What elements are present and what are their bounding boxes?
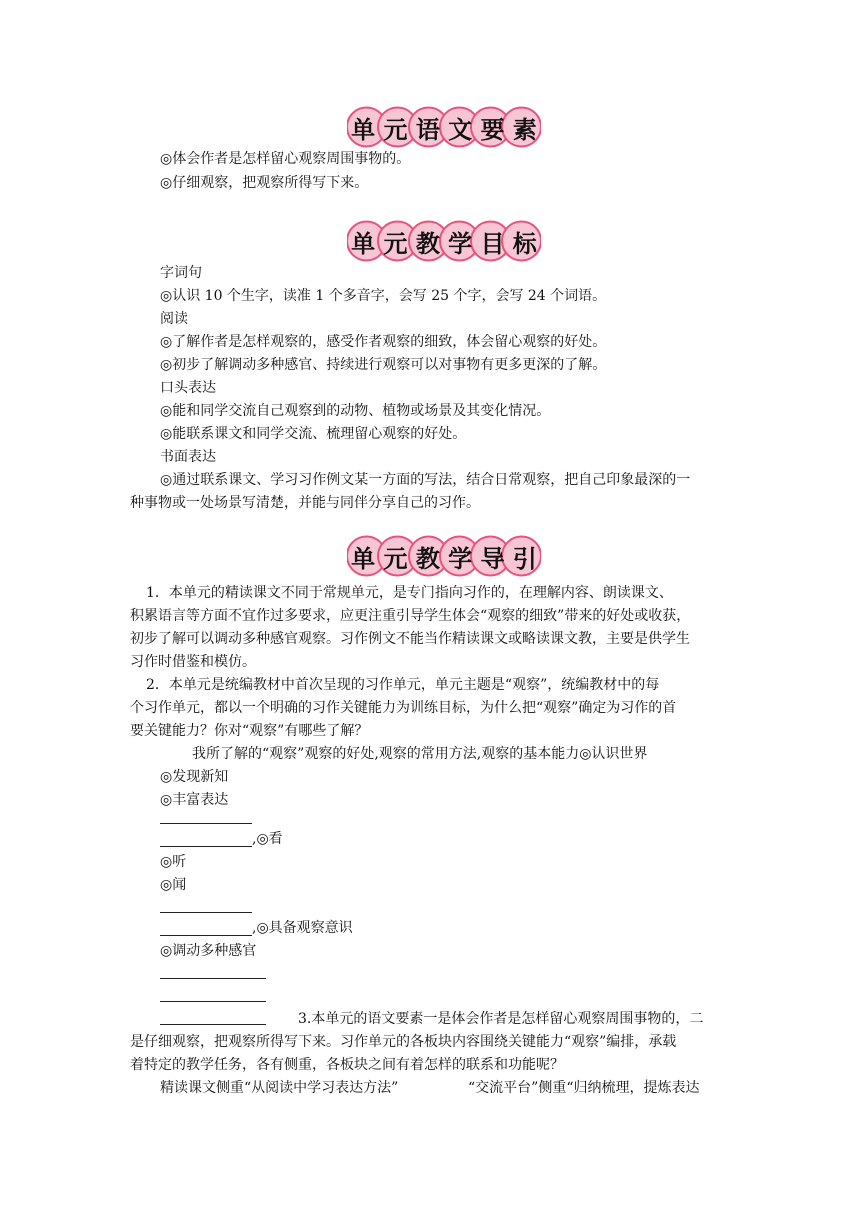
heading-char: 教 bbox=[415, 229, 440, 258]
guide-line: 2．本单元是统编教材中首次呈现的习作单元，单元主题是“观察”，统编教材中的每 bbox=[146, 677, 660, 693]
goal-line: ◎能联系课文和同学交流、梳理留心观察的好处。 bbox=[160, 426, 467, 442]
heading-char: 单 bbox=[351, 115, 376, 144]
goal-subheading: 书面表达 bbox=[160, 449, 216, 465]
goal-line: ◎能和同学交流自己观察到的动物、植物或场景及其变化情况。 bbox=[160, 403, 551, 419]
section-heading-goals bbox=[347, 219, 541, 263]
goal-line: ◎通过联系课文、学习习作例文某一方面的写法，结合日常观察，把自己印象最深的一 bbox=[160, 472, 691, 488]
heading-char: 教 bbox=[415, 544, 440, 573]
goal-line: ◎了解作者是怎样观察的，感受作者观察的细致，体会留心观察的好处。 bbox=[160, 334, 607, 350]
goal-line: 种事物或一处场景写清楚，并能与同伴分享自己的习作。 bbox=[130, 495, 480, 511]
heading-char: 标 bbox=[512, 229, 537, 258]
fill-in-blank bbox=[160, 935, 252, 936]
guide-line: 3.本单元的语文要素一是体会作者是怎样留心观察周围事物的，二 bbox=[298, 1011, 704, 1027]
goal-line: ◎认识 10 个生字，读准 1 个多音字，会写 25 个字，会写 24 个词语。 bbox=[160, 288, 607, 304]
heading-char: 文 bbox=[448, 115, 473, 144]
fill-in-blank bbox=[160, 912, 252, 913]
guide-line: 我所了解的“观察”观察的好处,观察的常用方法,观察的基本能力◎认识世界 bbox=[192, 746, 648, 762]
guide-line: ◎调动多种感官 bbox=[160, 943, 257, 959]
guide-line: ◎丰富表达 bbox=[160, 792, 229, 808]
goal-subheading: 字词句 bbox=[160, 265, 202, 281]
guide-line: 着特定的教学任务，各有侧重，各板块之间有着怎样的联系和功能呢？ bbox=[130, 1057, 564, 1073]
fill-in-blank bbox=[160, 1001, 266, 1002]
guide-line: “交流平台”侧重“归纳梳理，提炼表达 bbox=[468, 1080, 700, 1096]
guide-line: 精读课文侧重“从阅读中学习表达方法” bbox=[160, 1080, 399, 1096]
heading-char: 学 bbox=[448, 544, 473, 573]
heading-char: 目 bbox=[480, 229, 505, 258]
guide-line: 初步了解可以调动多种感官观察。习作例文不能当作精读课文或略读课文教，主要是供学生 bbox=[130, 631, 690, 647]
guide-line: ,◎具备观察意识 bbox=[252, 920, 353, 936]
heading-char: 要 bbox=[480, 115, 505, 144]
guide-line: 要关键能力？你对“观察”有哪些了解？ bbox=[130, 723, 369, 739]
guide-line: ◎闻 bbox=[160, 877, 187, 893]
heading-char: 元 bbox=[383, 544, 408, 573]
goal-subheading: 阅读 bbox=[160, 311, 188, 327]
heading-char: 引 bbox=[512, 544, 537, 573]
guide-line: 个习作单元，都以一个明确的习作关键能力为训练目标，为什么把“观察”确定为习作的首 bbox=[130, 700, 677, 716]
section-heading-guide bbox=[347, 534, 541, 578]
heading-char: 学 bbox=[448, 229, 473, 258]
heading-char: 导 bbox=[480, 544, 505, 573]
heading-char: 单 bbox=[351, 544, 376, 573]
guide-line: ◎听 bbox=[160, 854, 187, 870]
heading-char: 单 bbox=[351, 229, 376, 258]
fill-in-blank bbox=[160, 1024, 266, 1025]
guide-line: ,◎看 bbox=[252, 831, 283, 847]
guide-line: 习作时借鉴和模仿。 bbox=[130, 654, 256, 670]
guide-line: ◎发现新知 bbox=[160, 769, 229, 785]
fill-in-blank bbox=[160, 978, 266, 979]
section-heading-elements bbox=[347, 105, 541, 149]
guide-line: 是仔细观察，把观察所得写下来。习作单元的各板块内容围绕关键能力“观察”编排，承载 bbox=[130, 1034, 677, 1050]
fill-in-blank bbox=[160, 823, 252, 824]
guide-line: 1．本单元的精读课文不同于常规单元，是专门指向习作的，在理解内容、朗读课文、 bbox=[146, 585, 673, 601]
element-line: ◎仔细观察，把观察所得写下来。 bbox=[160, 175, 369, 191]
heading-char: 语 bbox=[415, 115, 440, 144]
fill-in-blank bbox=[160, 846, 252, 847]
guide-line: 积累语言等方面不宜作过多要求，应更注重引导学生体会“观察的细致”带来的好处或收获， bbox=[130, 608, 691, 624]
element-line: ◎体会作者是怎样留心观察周围事物的。 bbox=[160, 151, 411, 167]
heading-char: 元 bbox=[383, 115, 408, 144]
goal-line: ◎初步了解调动多种感官、持续进行观察可以对事物有更多更深的了解。 bbox=[160, 357, 607, 373]
heading-char: 素 bbox=[512, 115, 537, 144]
heading-char: 元 bbox=[383, 229, 408, 258]
goal-subheading: 口头表达 bbox=[160, 380, 216, 396]
